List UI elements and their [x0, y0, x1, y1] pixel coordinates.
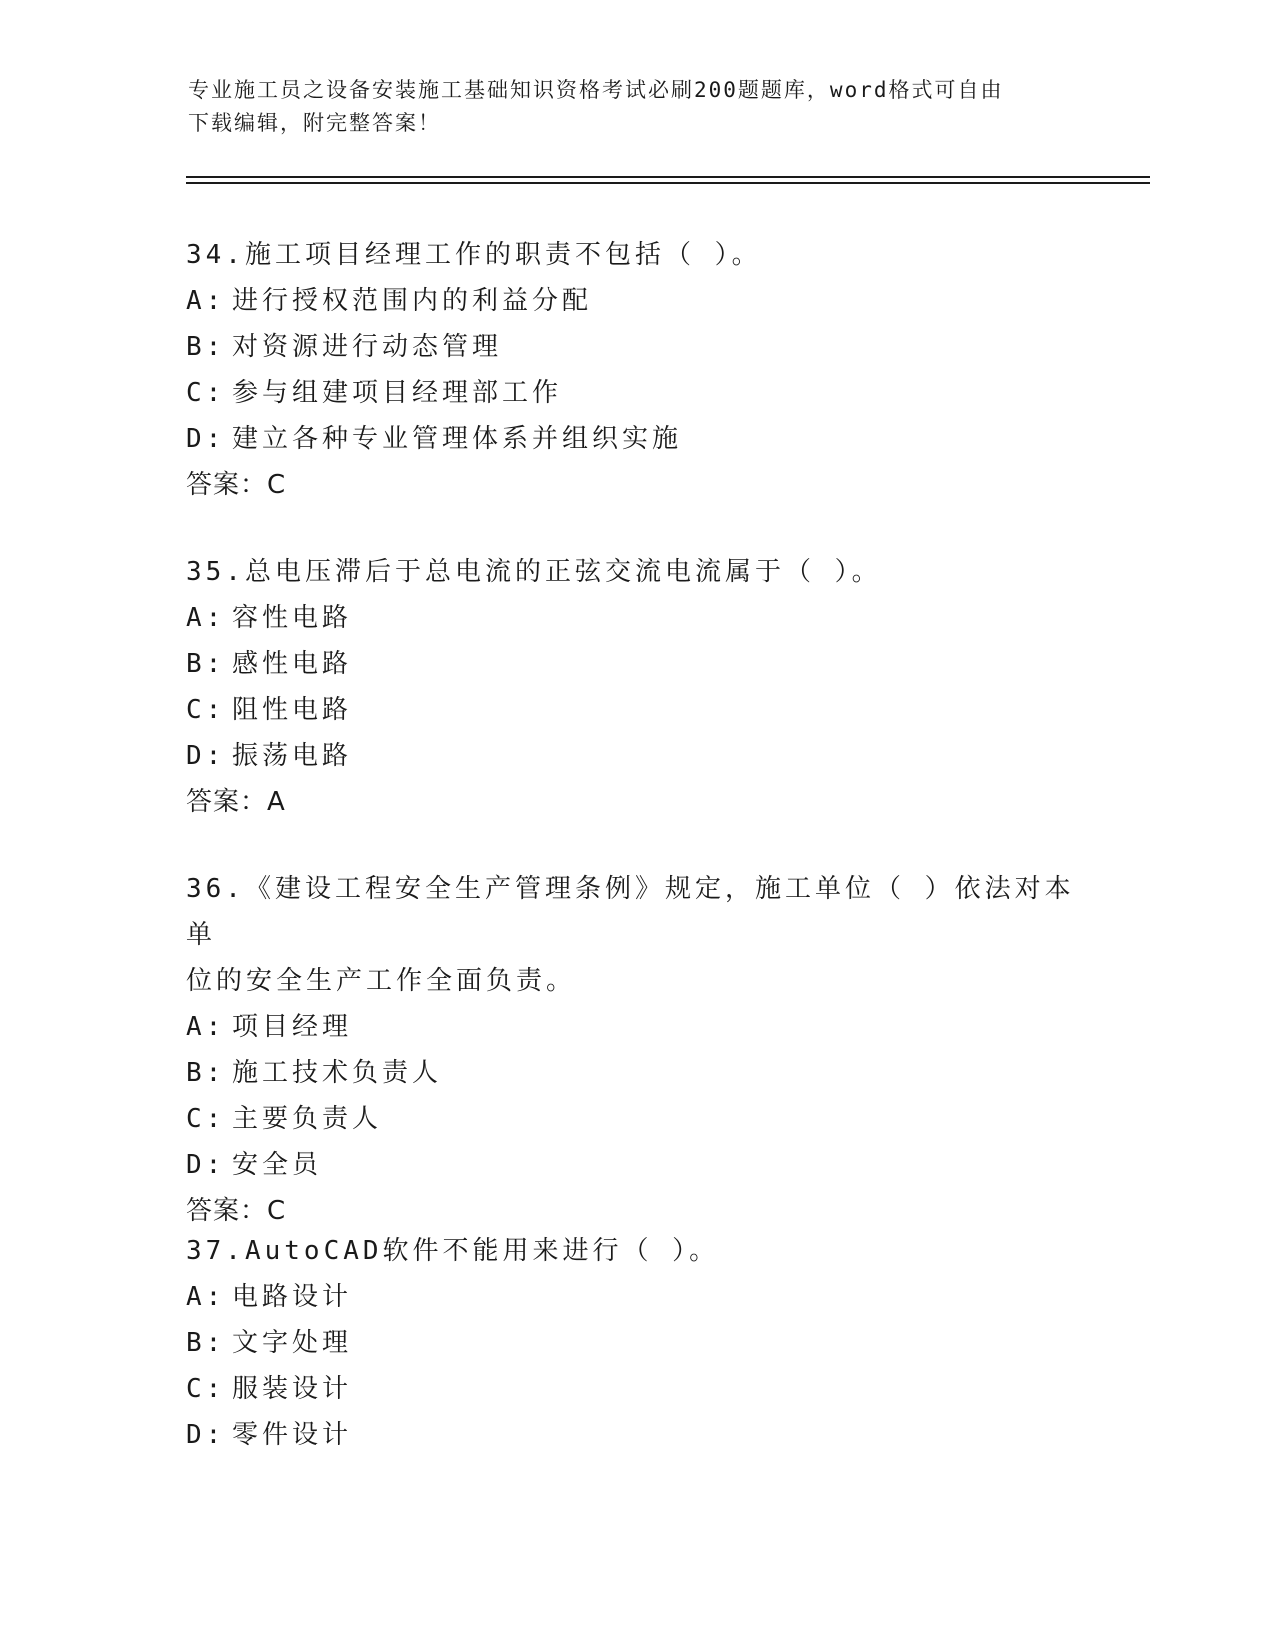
- option-text: 对资源进行动态管理: [232, 332, 503, 362]
- option-letter: C:: [186, 695, 226, 725]
- option-text: 进行授权范围内的利益分配: [232, 286, 593, 316]
- question-35: [186, 549, 1086, 825]
- question-stem: 37.AutoCAD软件不能用来进行（ ）。: [186, 1236, 720, 1266]
- option-letter: D:: [186, 1420, 226, 1450]
- option-text: 容性电路: [232, 603, 353, 633]
- option-text: 安全员: [232, 1150, 323, 1180]
- answer-text: 答案：A: [186, 787, 286, 817]
- option-letter: C:: [186, 378, 226, 408]
- option-letter: D:: [186, 1150, 226, 1180]
- option-text: 建立各种专业管理体系并组织实施: [232, 424, 683, 454]
- option-letter: A:: [186, 603, 226, 633]
- question-stem: 35.总电压滞后于总电流的正弦交流电流属于（ ）。: [186, 557, 882, 587]
- question-stem-line-2: 位的安全生产工作全面负责。: [186, 966, 577, 996]
- option-text: 文字处理: [232, 1328, 353, 1358]
- document-header: [188, 74, 1078, 140]
- option-d: [186, 1412, 1086, 1458]
- option-letter: D:: [186, 741, 226, 771]
- option-text: 阻性电路: [232, 695, 353, 725]
- option-letter: C:: [186, 1104, 226, 1134]
- option-b: [186, 641, 1086, 687]
- option-letter: D:: [186, 424, 226, 454]
- question-stem-line-1: 36.《建设工程安全生产管理条例》规定，施工单位（ ）依法对本单: [186, 874, 1075, 950]
- option-letter: B:: [186, 332, 226, 362]
- option-letter: B:: [186, 649, 226, 679]
- option-a: [186, 1274, 1086, 1320]
- option-letter: C:: [186, 1374, 226, 1404]
- option-c: [186, 370, 1086, 416]
- option-a: [186, 278, 1086, 324]
- header-divider-bottom: [186, 182, 1150, 184]
- question-37: [186, 1228, 1086, 1458]
- option-letter: A:: [186, 1012, 226, 1042]
- option-text: 零件设计: [232, 1420, 353, 1450]
- answer-text: 答案：C: [186, 470, 287, 500]
- option-d: [186, 733, 1086, 779]
- option-letter: B:: [186, 1328, 226, 1358]
- option-letter: B:: [186, 1058, 226, 1088]
- option-c: [186, 1096, 1086, 1142]
- option-a: [186, 1004, 1086, 1050]
- option-text: 参与组建项目经理部工作: [232, 378, 563, 408]
- option-text: 振荡电路: [232, 741, 353, 771]
- option-text: 服装设计: [232, 1374, 353, 1404]
- option-b: [186, 324, 1086, 370]
- option-a: [186, 595, 1086, 641]
- option-letter: A:: [186, 286, 226, 316]
- header-line-2: 下载编辑，附完整答案！: [188, 111, 441, 135]
- option-d: [186, 1142, 1086, 1188]
- option-text: 项目经理: [232, 1012, 353, 1042]
- header-divider-top: [186, 176, 1150, 178]
- question-34: [186, 232, 1086, 508]
- option-text: 感性电路: [232, 649, 353, 679]
- question-36: [186, 866, 1086, 1234]
- option-text: 施工技术负责人: [232, 1058, 443, 1088]
- option-c: [186, 1366, 1086, 1412]
- option-text: 电路设计: [232, 1282, 353, 1312]
- option-b: [186, 1320, 1086, 1366]
- answer-text: 答案：C: [186, 1196, 287, 1226]
- option-d: [186, 416, 1086, 462]
- option-b: [186, 1050, 1086, 1096]
- option-c: [186, 687, 1086, 733]
- question-stem: 34.施工项目经理工作的职责不包括（ ）。: [186, 240, 762, 270]
- option-letter: A:: [186, 1282, 226, 1312]
- option-text: 主要负责人: [232, 1104, 383, 1134]
- header-line-1: 专业施工员之设备安装施工基础知识资格考试必刷200题题库，word格式可自由: [188, 78, 1004, 102]
